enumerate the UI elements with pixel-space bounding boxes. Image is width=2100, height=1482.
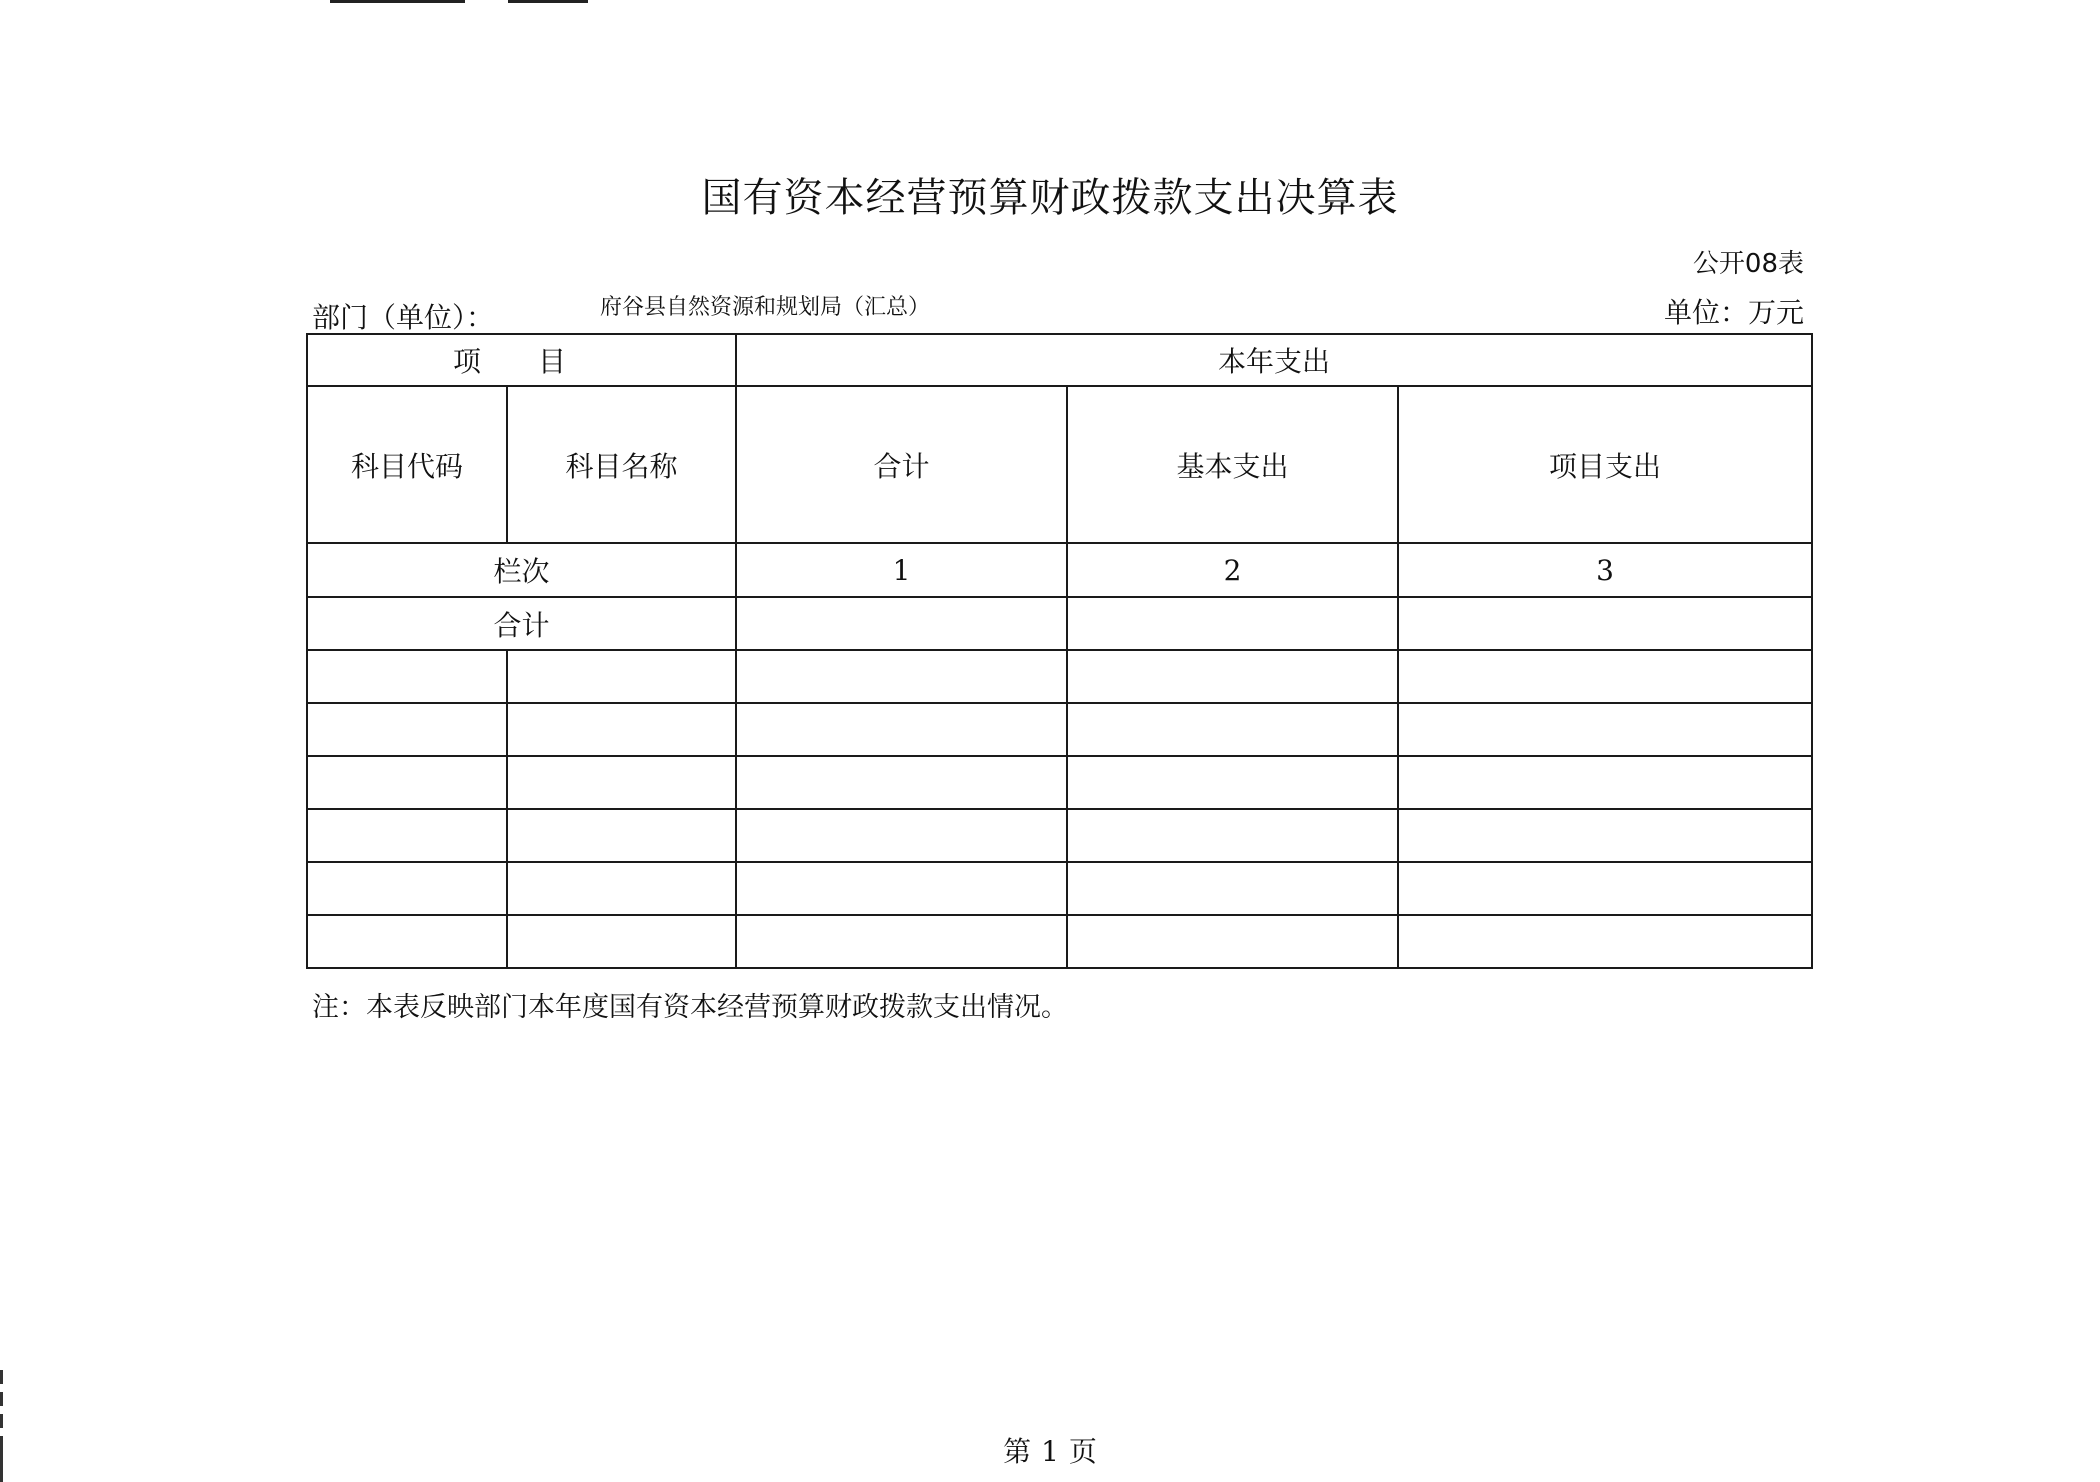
scan-edge-mark	[0, 1414, 3, 1428]
table-row	[307, 756, 1812, 809]
column-number-row	[307, 543, 1812, 597]
table-cell	[507, 650, 736, 703]
table-cell	[507, 809, 736, 862]
header-row-2	[307, 386, 1812, 543]
table-cell	[1067, 862, 1398, 915]
form-number: 公开08表	[1692, 249, 1804, 279]
column-number-2: 2	[1067, 543, 1398, 597]
scan-edge-mark	[0, 1370, 3, 1384]
table-cell	[507, 703, 736, 756]
table-cell	[307, 756, 507, 809]
table-note: 注：本表反映部门本年度国有资本经营预算财政拨款支出情况。	[312, 992, 1068, 1023]
table-cell	[736, 809, 1067, 862]
page-number-suffix: 页	[1068, 1435, 1097, 1468]
unit-label: 单位：万元	[1663, 296, 1804, 329]
column-number-label: 栏次	[307, 543, 736, 597]
table-cell	[1398, 809, 1812, 862]
header-total: 合计	[736, 386, 1067, 543]
table-cell	[307, 915, 507, 968]
table-cell	[736, 915, 1067, 968]
table-cell	[736, 756, 1067, 809]
table-cell	[1067, 915, 1398, 968]
total-cell-2	[1067, 597, 1398, 650]
table-cell	[736, 862, 1067, 915]
department-value: 府谷县自然资源和规划局（汇总）	[600, 295, 931, 320]
table-row	[307, 862, 1812, 915]
header-basic-expenditure: 基本支出	[1067, 386, 1398, 543]
table-cell	[307, 650, 507, 703]
table-cell	[307, 862, 507, 915]
department-label: 部门（单位）：	[312, 301, 495, 334]
column-number-1: 1	[736, 543, 1067, 597]
table-cell	[1398, 915, 1812, 968]
table-cell	[1067, 650, 1398, 703]
scan-mark-right	[508, 0, 588, 3]
total-row	[307, 597, 1812, 650]
budget-table	[306, 333, 1813, 969]
table-cell	[1398, 862, 1812, 915]
column-number-3: 3	[1398, 543, 1812, 597]
table-cell	[1398, 703, 1812, 756]
header-item: 项 目	[307, 334, 736, 386]
page-number	[0, 1430, 2100, 1470]
table-cell	[736, 703, 1067, 756]
table-cell	[1398, 650, 1812, 703]
scan-mark-left	[330, 0, 465, 3]
table-row	[307, 650, 1812, 703]
table-cell	[307, 703, 507, 756]
total-cell-3	[1398, 597, 1812, 650]
table-cell	[736, 650, 1067, 703]
table-cell	[507, 862, 736, 915]
table-cell	[1067, 756, 1398, 809]
table-row	[307, 809, 1812, 862]
table-cell	[507, 915, 736, 968]
header-current-year: 本年支出	[736, 334, 1812, 386]
total-row-label: 合计	[307, 597, 736, 650]
header-project-expenditure: 项目支出	[1398, 386, 1812, 543]
table-row	[307, 915, 1812, 968]
table-cell	[1398, 756, 1812, 809]
table-cell	[1067, 809, 1398, 862]
table-row	[307, 703, 1812, 756]
table-cell	[307, 809, 507, 862]
page-number-prefix: 第	[1003, 1435, 1032, 1468]
page-number-value: 1	[1041, 1435, 1059, 1468]
table-cell	[507, 756, 736, 809]
header-subject-name: 科目名称	[507, 386, 736, 543]
total-cell-1	[736, 597, 1067, 650]
scan-edge-mark	[0, 1392, 3, 1406]
page-title: 国有资本经营预算财政拨款支出决算表	[701, 175, 1399, 221]
scan-edge-mark	[0, 1436, 3, 1482]
table-cell	[1067, 703, 1398, 756]
header-row-1	[307, 334, 1812, 386]
header-subject-code: 科目代码	[307, 386, 507, 543]
